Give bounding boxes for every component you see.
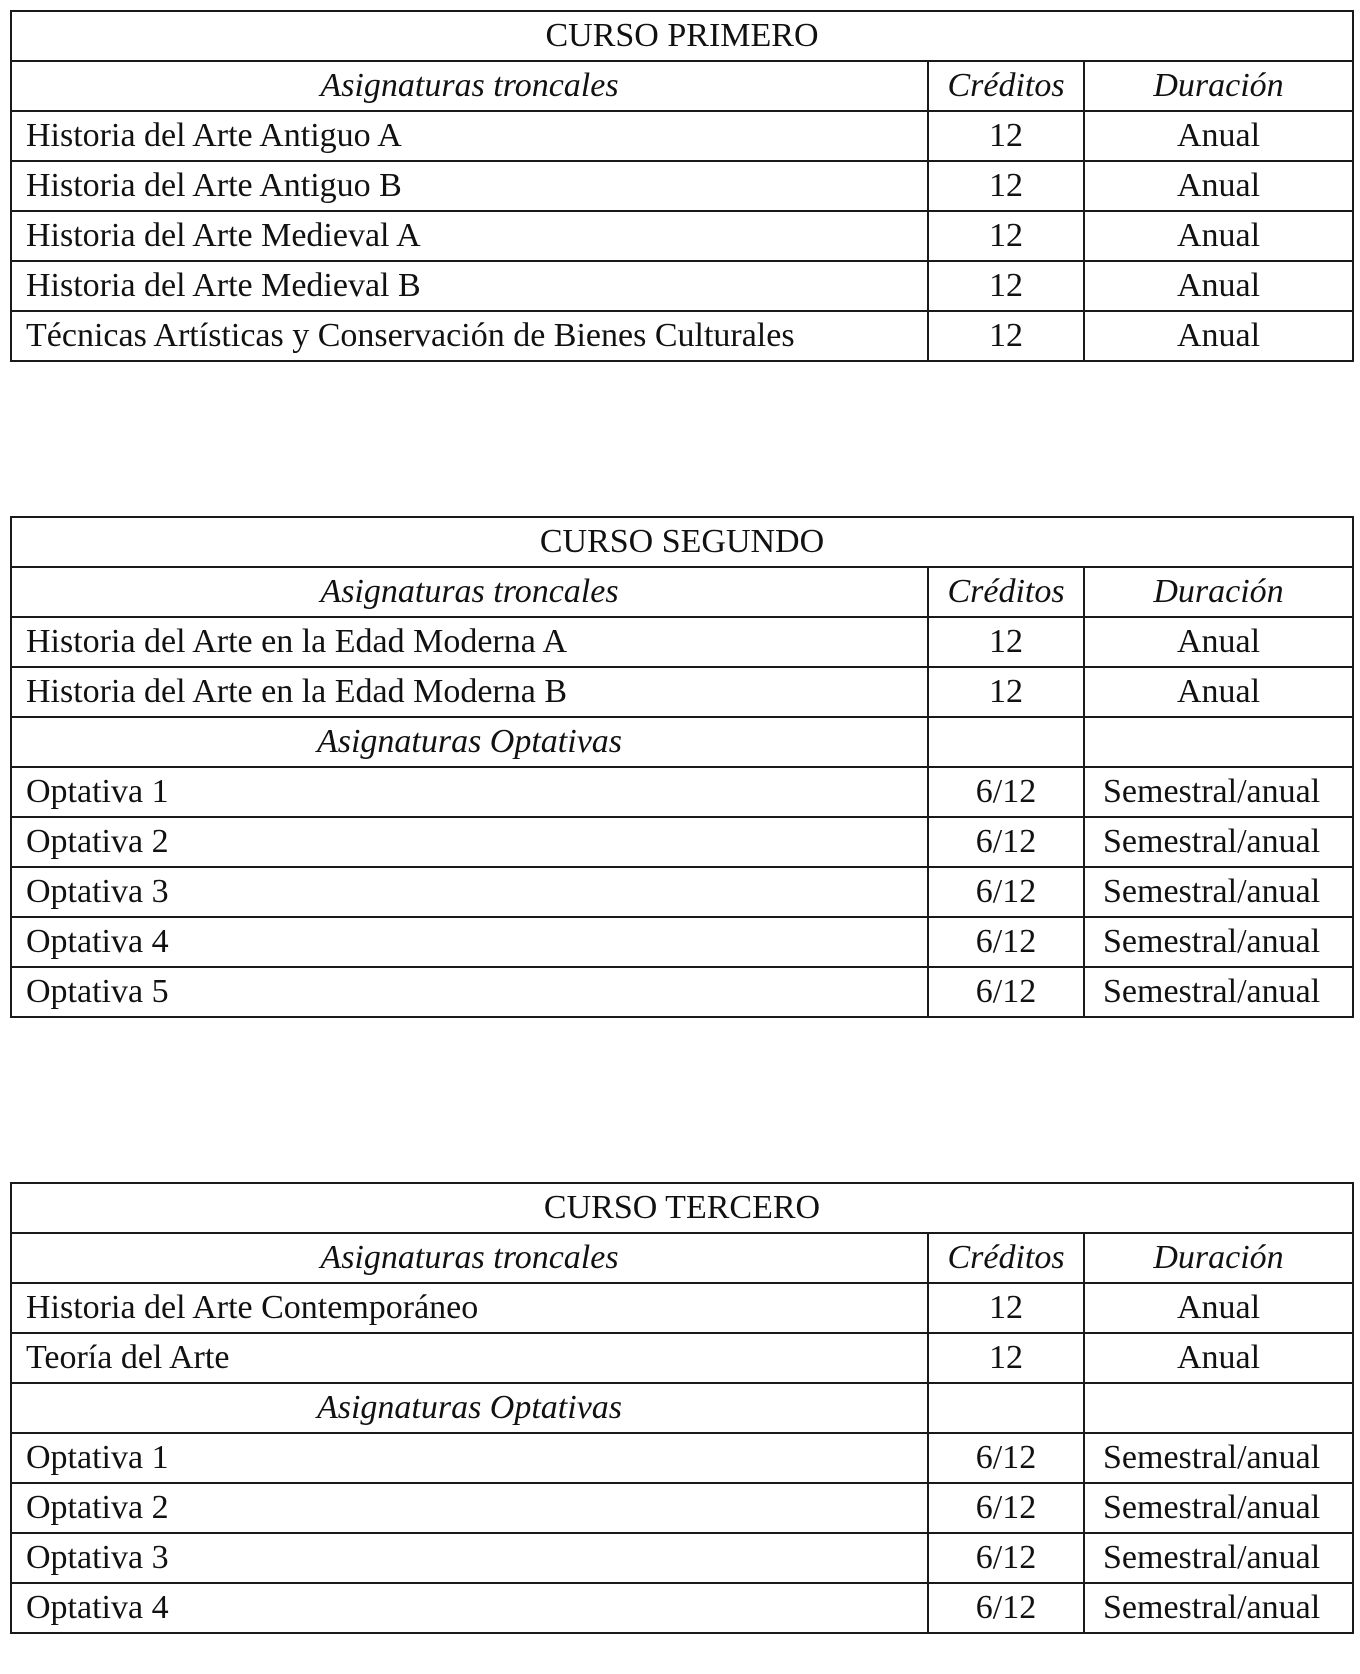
subject-duration: Anual — [1084, 111, 1353, 161]
empty-cell — [928, 1383, 1084, 1433]
subject-name: Historia del Arte en la Edad Moderna A — [11, 617, 928, 667]
table-row — [11, 617, 1353, 667]
table-row — [11, 817, 1353, 867]
subject-credits: 12 — [928, 667, 1084, 717]
credits-header: Créditos — [928, 1233, 1084, 1283]
optional-subject-duration: Semestral/anual — [1084, 817, 1353, 867]
table-row — [11, 1433, 1353, 1483]
course-table-segundo — [10, 516, 1354, 1018]
optional-subject-credits: 6/12 — [928, 767, 1084, 817]
table-row — [11, 261, 1353, 311]
optional-subject-credits: 6/12 — [928, 1583, 1084, 1633]
table-row — [11, 1333, 1353, 1383]
table-row — [11, 311, 1353, 361]
optional-subject-credits: 6/12 — [928, 1483, 1084, 1533]
table-row — [11, 1533, 1353, 1583]
table-row — [11, 1583, 1353, 1633]
table-row — [11, 917, 1353, 967]
optional-subject-name: Optativa 1 — [11, 767, 928, 817]
optional-subject-credits: 6/12 — [928, 967, 1084, 1017]
empty-cell — [1084, 1383, 1353, 1433]
header-row — [11, 567, 1353, 617]
credits-header: Créditos — [928, 61, 1084, 111]
header-row — [11, 61, 1353, 111]
table-row — [11, 667, 1353, 717]
table-row — [11, 767, 1353, 817]
subject-duration: Anual — [1084, 211, 1353, 261]
subject-name: Historia del Arte Medieval A — [11, 211, 928, 261]
subject-duration: Anual — [1084, 617, 1353, 667]
subject-name: Historia del Arte Contemporáneo — [11, 1283, 928, 1333]
optional-section-header: Asignaturas Optativas — [11, 717, 928, 767]
course-title-row — [11, 517, 1353, 567]
optional-subject-name: Optativa 2 — [11, 1483, 928, 1533]
subjects-header: Asignaturas troncales — [11, 61, 928, 111]
header-row — [11, 1233, 1353, 1283]
optional-subject-duration: Semestral/anual — [1084, 1533, 1353, 1583]
table-row — [11, 211, 1353, 261]
subject-duration: Anual — [1084, 261, 1353, 311]
optional-subject-duration: Semestral/anual — [1084, 1433, 1353, 1483]
optional-subject-duration: Semestral/anual — [1084, 1483, 1353, 1533]
table-row — [11, 111, 1353, 161]
optional-subject-name: Optativa 3 — [11, 867, 928, 917]
subject-credits: 12 — [928, 161, 1084, 211]
credits-header: Créditos — [928, 567, 1084, 617]
subject-duration: Anual — [1084, 1333, 1353, 1383]
optional-subject-name: Optativa 4 — [11, 917, 928, 967]
optional-subject-duration: Semestral/anual — [1084, 917, 1353, 967]
subject-duration: Anual — [1084, 667, 1353, 717]
duration-header: Duración — [1084, 1233, 1353, 1283]
course-title: CURSO TERCERO — [11, 1183, 1353, 1233]
table-row — [11, 1483, 1353, 1533]
optional-subject-duration: Semestral/anual — [1084, 1583, 1353, 1633]
subject-credits: 12 — [928, 211, 1084, 261]
subjects-header: Asignaturas troncales — [11, 567, 928, 617]
course-table-primero — [10, 10, 1354, 362]
optional-subject-name: Optativa 1 — [11, 1433, 928, 1483]
subject-name: Historia del Arte Antiguo B — [11, 161, 928, 211]
subjects-header: Asignaturas troncales — [11, 1233, 928, 1283]
optional-subject-name: Optativa 4 — [11, 1583, 928, 1633]
optional-subject-name: Optativa 3 — [11, 1533, 928, 1583]
course-title-row — [11, 1183, 1353, 1233]
optional-subject-credits: 6/12 — [928, 1533, 1084, 1583]
subject-name: Historia del Arte en la Edad Moderna B — [11, 667, 928, 717]
course-title: CURSO SEGUNDO — [11, 517, 1353, 567]
subject-name: Historia del Arte Antiguo A — [11, 111, 928, 161]
optional-subject-duration: Semestral/anual — [1084, 867, 1353, 917]
subject-duration: Anual — [1084, 311, 1353, 361]
course-title: CURSO PRIMERO — [11, 11, 1353, 61]
optional-section-header: Asignaturas Optativas — [11, 1383, 928, 1433]
table-row — [11, 1283, 1353, 1333]
duration-header: Duración — [1084, 567, 1353, 617]
empty-cell — [928, 717, 1084, 767]
empty-cell — [1084, 717, 1353, 767]
optional-section-row — [11, 717, 1353, 767]
duration-header: Duración — [1084, 61, 1353, 111]
course-title-row — [11, 11, 1353, 61]
subject-credits: 12 — [928, 1333, 1084, 1383]
optional-subject-duration: Semestral/anual — [1084, 967, 1353, 1017]
optional-subject-credits: 6/12 — [928, 817, 1084, 867]
optional-subject-credits: 6/12 — [928, 917, 1084, 967]
optional-subject-duration: Semestral/anual — [1084, 767, 1353, 817]
table-row — [11, 867, 1353, 917]
optional-subject-name: Optativa 2 — [11, 817, 928, 867]
optional-subject-credits: 6/12 — [928, 1433, 1084, 1483]
subject-name: Técnicas Artísticas y Conservación de Bienes Culturales — [11, 311, 928, 361]
subject-credits: 12 — [928, 111, 1084, 161]
table-row — [11, 161, 1353, 211]
table-row — [11, 967, 1353, 1017]
subject-credits: 12 — [928, 1283, 1084, 1333]
subject-credits: 12 — [928, 311, 1084, 361]
subject-name: Teoría del Arte — [11, 1333, 928, 1383]
subject-name: Historia del Arte Medieval B — [11, 261, 928, 311]
course-table-tercero — [10, 1182, 1354, 1634]
optional-subject-credits: 6/12 — [928, 867, 1084, 917]
optional-section-row — [11, 1383, 1353, 1433]
subject-duration: Anual — [1084, 161, 1353, 211]
subject-credits: 12 — [928, 617, 1084, 667]
optional-subject-name: Optativa 5 — [11, 967, 928, 1017]
subject-duration: Anual — [1084, 1283, 1353, 1333]
subject-credits: 12 — [928, 261, 1084, 311]
